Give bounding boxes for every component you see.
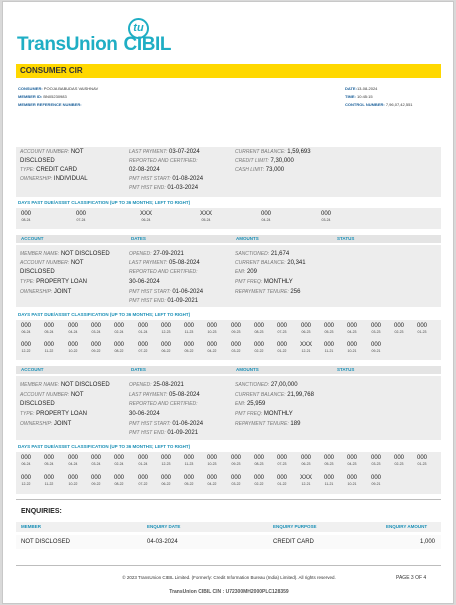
acct2-number-cont: DISCLOSED bbox=[20, 269, 55, 275]
dpd-cell bbox=[63, 323, 83, 334]
dpd-value: 000 bbox=[346, 455, 357, 461]
acct3-freq: PMT FREQ: MONTHLY bbox=[235, 411, 293, 417]
member-ref-line: MEMBER REFERENCE NUMBER: bbox=[18, 102, 82, 107]
dpd-month: 11-21 bbox=[324, 349, 334, 353]
dpd-cell bbox=[202, 323, 222, 334]
dpd-value: 000 bbox=[137, 342, 148, 348]
dpd-month: 09-23 bbox=[231, 330, 241, 334]
acct3-type: TYPE: PROPERTY LOAN bbox=[20, 411, 87, 417]
dpd-month: 09-23 bbox=[231, 462, 241, 466]
dpd-month: 10-23 bbox=[207, 330, 217, 334]
dpd-month: 05-24 bbox=[44, 462, 54, 466]
dpd-cell bbox=[179, 475, 199, 486]
acct2-dpd-title: DAYS PAST DUE/ASSET CLASSIFICATION (UP TO 36 MONTHS; LEFT TO RIGHT) bbox=[18, 312, 191, 317]
dpd-cell bbox=[109, 455, 129, 466]
dpd-month: 06-24 bbox=[21, 330, 31, 334]
acct3-balance: CURRENT BALANCE: 21,99,768 bbox=[235, 392, 314, 398]
dpd-cell bbox=[133, 342, 153, 353]
dpd-cell bbox=[412, 455, 432, 466]
date-line: DATE:13-08-2024 bbox=[345, 86, 378, 91]
acct1-number: ACCOUNT NUMBER: NOT bbox=[20, 149, 84, 155]
dpd-cell bbox=[272, 323, 292, 334]
dpd-month: 07-24 bbox=[76, 218, 86, 222]
dpd-value: 000 bbox=[416, 455, 427, 461]
dpd-value: 000 bbox=[276, 455, 287, 461]
dpd-value: 000 bbox=[253, 475, 264, 481]
dpd-month: 12-22 bbox=[21, 482, 31, 486]
dpd-cell bbox=[86, 475, 106, 486]
dpd-month: 11-22 bbox=[44, 349, 54, 353]
dpd-cell bbox=[202, 475, 222, 486]
dpd-month: 04-22 bbox=[207, 482, 217, 486]
dpd-value: 000 bbox=[113, 323, 124, 329]
dpd-cell bbox=[156, 342, 176, 353]
acct1-cash-limit: CASH LIMIT: 73,000 bbox=[235, 167, 285, 173]
dpd-cell bbox=[86, 323, 106, 334]
dpd-month: 03-24 bbox=[91, 462, 101, 466]
dpd-month: 11-23 bbox=[184, 462, 194, 466]
dpd-value: XXX bbox=[199, 211, 212, 217]
dpd-cell bbox=[63, 342, 83, 353]
dpd-cell bbox=[256, 211, 276, 222]
dpd-value: 000 bbox=[90, 323, 101, 329]
dpd-cell bbox=[202, 455, 222, 466]
dpd-value: 000 bbox=[43, 342, 54, 348]
dpd-value: 000 bbox=[253, 455, 264, 461]
dpd-cell bbox=[366, 455, 386, 466]
dpd-cell bbox=[86, 455, 106, 466]
dpd-cell bbox=[272, 342, 292, 353]
acct2-last-payment: LAST PAYMENT: 05-08-2024 bbox=[129, 260, 200, 266]
dpd-month: 11-21 bbox=[324, 482, 334, 486]
acct2-sanctioned: SANCTIONED: 21,674 bbox=[235, 251, 290, 257]
dpd-value: 000 bbox=[113, 455, 124, 461]
acct2-freq: PMT FREQ: MONTHLY bbox=[235, 279, 293, 285]
acct1-dpd-grid bbox=[16, 208, 441, 229]
dpd-cell bbox=[179, 342, 199, 353]
dpd-month: 03-23 bbox=[371, 330, 381, 334]
footer-divider bbox=[16, 565, 441, 566]
dpd-value: 000 bbox=[260, 211, 271, 217]
acct3-number-cont: DISCLOSED bbox=[20, 401, 55, 407]
dpd-value: 000 bbox=[160, 342, 171, 348]
acct2-pmt-start: PMT HIST START: 01-06-2024 bbox=[129, 289, 204, 295]
time-line: TIME: 10:45:15 bbox=[345, 94, 373, 99]
dpd-value: 000 bbox=[416, 323, 427, 329]
dpd-value: 000 bbox=[20, 211, 31, 217]
tu-logo-icon: tu bbox=[128, 18, 149, 39]
dpd-cell bbox=[136, 211, 156, 222]
dpd-cell bbox=[272, 455, 292, 466]
dpd-value: 000 bbox=[370, 342, 381, 348]
acct3-tenure: REPAYMENT TENURE: 189 bbox=[235, 421, 301, 427]
dpd-month: 07-23 bbox=[277, 330, 287, 334]
dpd-value: 000 bbox=[323, 475, 334, 481]
acct3-ownership: OWNERSHIP: JOINT bbox=[20, 421, 72, 427]
acct1-pmt-start: PMT HIST START: 01-08-2024 bbox=[129, 176, 204, 182]
dpd-value: 000 bbox=[370, 455, 381, 461]
acct1-reported-value: 02-08-2024 bbox=[129, 167, 160, 173]
dpd-cell bbox=[319, 323, 339, 334]
dpd-month: 09-22 bbox=[91, 482, 101, 486]
dpd-month: 08-23 bbox=[254, 462, 264, 466]
dpd-cell bbox=[202, 342, 222, 353]
dpd-value: 000 bbox=[230, 475, 241, 481]
dpd-month: 06-22 bbox=[161, 482, 171, 486]
dpd-value: 000 bbox=[276, 475, 287, 481]
dpd-cell bbox=[179, 455, 199, 466]
dpd-value: XXX bbox=[139, 211, 152, 217]
dpd-value: 000 bbox=[276, 323, 287, 329]
dpd-cell bbox=[249, 323, 269, 334]
acct2-balance: CURRENT BALANCE: 20,341 bbox=[235, 260, 306, 266]
dpd-cell bbox=[16, 342, 36, 353]
acct2-tenure: REPAYMENT TENURE: 256 bbox=[235, 289, 301, 295]
dpd-value: 000 bbox=[90, 342, 101, 348]
dpd-value: 000 bbox=[20, 323, 31, 329]
dpd-value: 000 bbox=[320, 211, 331, 217]
acct3-dpd-grid bbox=[16, 452, 441, 494]
dpd-value: 000 bbox=[183, 323, 194, 329]
dpd-cell bbox=[86, 342, 106, 353]
dpd-cell bbox=[316, 211, 336, 222]
dpd-value: 000 bbox=[137, 475, 148, 481]
acct3-opened: OPENED: 25-08-2021 bbox=[129, 382, 184, 388]
dpd-month: 09-21 bbox=[371, 482, 381, 486]
dpd-cell bbox=[296, 475, 316, 486]
dpd-value: 000 bbox=[160, 475, 171, 481]
dpd-month: 07-22 bbox=[138, 482, 148, 486]
dpd-cell bbox=[249, 475, 269, 486]
dpd-month: 08-22 bbox=[114, 349, 124, 353]
dpd-cell bbox=[16, 323, 36, 334]
acct1-reported-label: REPORTED AND CERTIFIED: bbox=[129, 158, 198, 164]
dpd-cell bbox=[366, 475, 386, 486]
dpd-cell bbox=[156, 455, 176, 466]
dpd-value: 000 bbox=[230, 455, 241, 461]
dpd-cell bbox=[71, 211, 91, 222]
dpd-cell bbox=[133, 323, 153, 334]
dpd-month: 05-22 bbox=[184, 482, 194, 486]
dpd-value: 000 bbox=[43, 323, 54, 329]
dpd-cell bbox=[296, 455, 316, 466]
dpd-month: 01-23 bbox=[417, 330, 427, 334]
dpd-cell bbox=[156, 323, 176, 334]
acct2-type: TYPE: PROPERTY LOAN bbox=[20, 279, 87, 285]
acct1-credit-limit: CREDIT LIMIT: 7,30,000 bbox=[235, 158, 294, 164]
dpd-value: 000 bbox=[276, 342, 287, 348]
dpd-month: 05-24 bbox=[201, 218, 211, 222]
report-title: CONSUMER CIR bbox=[16, 64, 441, 78]
dpd-cell bbox=[39, 323, 59, 334]
dpd-month: 02-23 bbox=[394, 462, 404, 466]
dpd-value: XXX bbox=[299, 475, 312, 481]
dpd-value: 000 bbox=[183, 455, 194, 461]
dpd-month: 06-24 bbox=[21, 462, 31, 466]
dpd-value: 000 bbox=[393, 323, 404, 329]
acct3-last-payment: LAST PAYMENT: 05-08-2024 bbox=[129, 392, 200, 398]
dpd-month: 02-22 bbox=[254, 482, 264, 486]
dpd-cell bbox=[296, 323, 316, 334]
dpd-value: 000 bbox=[137, 455, 148, 461]
acct3-reported-value: 30-06-2024 bbox=[129, 411, 160, 417]
dpd-cell bbox=[342, 475, 362, 486]
dpd-cell bbox=[342, 455, 362, 466]
dpd-value: 000 bbox=[230, 323, 241, 329]
dpd-value: 000 bbox=[346, 475, 357, 481]
dpd-value: 000 bbox=[323, 323, 334, 329]
dpd-cell bbox=[249, 342, 269, 353]
dpd-cell bbox=[156, 475, 176, 486]
dpd-value: 000 bbox=[206, 323, 217, 329]
enquiries-title: ENQUIRIES: bbox=[21, 508, 62, 515]
dpd-value: XXX bbox=[299, 342, 312, 348]
acct3-emi: EMI: 25,959 bbox=[235, 401, 266, 407]
dpd-month: 06-22 bbox=[161, 349, 171, 353]
dpd-month: 04-24 bbox=[261, 218, 271, 222]
dpd-cell bbox=[39, 475, 59, 486]
dpd-value: 000 bbox=[20, 342, 31, 348]
dpd-value: 000 bbox=[90, 475, 101, 481]
acct2-header: ACCOUNT DATES AMOUNTS STATUS bbox=[16, 235, 441, 243]
acct2-emi: EMI: 209 bbox=[235, 269, 257, 275]
control-number-line: CONTROL NUMBER: 7,96,07,42,551 bbox=[345, 102, 413, 107]
dpd-cell bbox=[342, 323, 362, 334]
dpd-value: 000 bbox=[67, 323, 78, 329]
consumer-line: CONSUMER: POOJA BABUDAS VAISHNAV bbox=[18, 86, 99, 91]
dpd-month: 03-23 bbox=[371, 462, 381, 466]
acct3-member: MEMBER NAME: NOT DISCLOSED bbox=[20, 382, 110, 388]
dpd-cell bbox=[389, 323, 409, 334]
dpd-month: 03-24 bbox=[321, 218, 331, 222]
dpd-value: 000 bbox=[370, 323, 381, 329]
dpd-cell bbox=[389, 455, 409, 466]
dpd-month: 05-23 bbox=[324, 462, 334, 466]
dpd-month: 07-23 bbox=[277, 462, 287, 466]
dpd-month: 03-22 bbox=[231, 349, 241, 353]
dpd-value: 000 bbox=[206, 455, 217, 461]
dpd-cell bbox=[39, 342, 59, 353]
acct1-number-cont: DISCLOSED bbox=[20, 158, 55, 164]
dpd-cell bbox=[133, 455, 153, 466]
dpd-month: 10-23 bbox=[207, 462, 217, 466]
dpd-cell bbox=[109, 342, 129, 353]
acct3-sanctioned: SANCTIONED: 27,00,000 bbox=[235, 382, 298, 388]
dpd-value: 000 bbox=[323, 455, 334, 461]
dpd-month: 12-23 bbox=[161, 330, 171, 334]
dpd-month: 04-23 bbox=[347, 330, 357, 334]
dpd-month: 09-21 bbox=[371, 349, 381, 353]
dpd-cell bbox=[16, 475, 36, 486]
dpd-value: 000 bbox=[300, 323, 311, 329]
dpd-month: 11-23 bbox=[184, 330, 194, 334]
dpd-month: 04-24 bbox=[68, 462, 78, 466]
dpd-value: 000 bbox=[90, 455, 101, 461]
dpd-month: 12-23 bbox=[161, 462, 171, 466]
dpd-value: 000 bbox=[346, 342, 357, 348]
dpd-month: 01-24 bbox=[138, 462, 148, 466]
dpd-month: 01-22 bbox=[277, 482, 287, 486]
dpd-value: 000 bbox=[230, 342, 241, 348]
acct2-reported-label: REPORTED AND CERTIFIED: bbox=[129, 269, 198, 275]
dpd-month: 08-24 bbox=[21, 218, 31, 222]
acct3-number: ACCOUNT NUMBER: NOT bbox=[20, 392, 84, 398]
dpd-value: 000 bbox=[323, 342, 334, 348]
acct1-last-payment: LAST PAYMENT: 03-07-2024 bbox=[129, 149, 200, 155]
dpd-cell bbox=[16, 455, 36, 466]
dpd-month: 06-23 bbox=[301, 462, 311, 466]
dpd-month: 08-23 bbox=[254, 330, 264, 334]
dpd-value: 000 bbox=[43, 455, 54, 461]
dpd-value: 000 bbox=[206, 475, 217, 481]
report-page bbox=[2, 1, 454, 604]
acct3-dpd-title: DAYS PAST DUE/ASSET CLASSIFICATION (UP TO 36 MONTHS; LEFT TO RIGHT) bbox=[18, 444, 191, 449]
dpd-month: 12-21 bbox=[301, 349, 311, 353]
dpd-cell bbox=[63, 475, 83, 486]
dpd-value: 000 bbox=[370, 475, 381, 481]
dpd-month: 11-22 bbox=[44, 482, 54, 486]
acct3-reported-label: REPORTED AND CERTIFIED: bbox=[129, 401, 198, 407]
dpd-cell bbox=[366, 323, 386, 334]
dpd-cell bbox=[319, 475, 339, 486]
dpd-value: 000 bbox=[183, 475, 194, 481]
dpd-month: 10-22 bbox=[68, 349, 78, 353]
acct2-reported-value: 30-06-2024 bbox=[129, 279, 160, 285]
dpd-month: 08-22 bbox=[114, 482, 124, 486]
dpd-value: 000 bbox=[75, 211, 86, 217]
divider bbox=[16, 499, 441, 500]
dpd-value: 000 bbox=[67, 342, 78, 348]
brand-name: TransUnion CIBIL bbox=[17, 34, 172, 55]
dpd-month: 02-24 bbox=[114, 330, 124, 334]
dpd-month: 06-23 bbox=[301, 330, 311, 334]
dpd-value: 000 bbox=[346, 323, 357, 329]
acct1-balance: CURRENT BALANCE: 1,59,693 bbox=[235, 149, 311, 155]
acct1-type: TYPE: CREDIT CARD bbox=[20, 167, 78, 173]
dpd-cell bbox=[319, 455, 339, 466]
dpd-month: 05-24 bbox=[44, 330, 54, 334]
dpd-value: 000 bbox=[206, 342, 217, 348]
dpd-cell bbox=[133, 475, 153, 486]
dpd-month: 10-22 bbox=[68, 482, 78, 486]
dpd-month: 10-21 bbox=[347, 482, 357, 486]
acct1-ownership: OWNERSHIP: INDIVIDUAL bbox=[20, 176, 88, 182]
dpd-value: 000 bbox=[393, 455, 404, 461]
acct1-dpd-title: DAYS PAST DUE/ASSET CLASSIFICATION (UP TO 36 MONTHS; LEFT TO RIGHT) bbox=[18, 200, 191, 205]
dpd-month: 04-23 bbox=[347, 462, 357, 466]
dpd-cell bbox=[16, 211, 36, 222]
dpd-month: 04-22 bbox=[207, 349, 217, 353]
acct2-opened: OPENED: 27-09-2021 bbox=[129, 251, 184, 257]
dpd-value: 000 bbox=[67, 455, 78, 461]
dpd-value: 000 bbox=[20, 455, 31, 461]
dpd-value: 000 bbox=[160, 455, 171, 461]
dpd-cell bbox=[296, 342, 316, 353]
dpd-month: 10-21 bbox=[347, 349, 357, 353]
dpd-month: 07-22 bbox=[138, 349, 148, 353]
dpd-month: 01-24 bbox=[138, 330, 148, 334]
dpd-month: 01-22 bbox=[277, 349, 287, 353]
dpd-value: 000 bbox=[137, 323, 148, 329]
dpd-cell bbox=[412, 323, 432, 334]
enquiries-header: MEMBER ENQUIRY DATE ENQUIRY PURPOSE ENQUIRY AMOUNT bbox=[16, 522, 441, 532]
dpd-month: 02-24 bbox=[114, 462, 124, 466]
dpd-month: 01-23 bbox=[417, 462, 427, 466]
dpd-value: 000 bbox=[183, 342, 194, 348]
dpd-month: 12-21 bbox=[301, 482, 311, 486]
dpd-month: 09-22 bbox=[91, 349, 101, 353]
acct2-dpd-grid bbox=[16, 320, 441, 360]
dpd-value: 000 bbox=[113, 475, 124, 481]
dpd-value: 000 bbox=[253, 323, 264, 329]
dpd-value: 000 bbox=[67, 475, 78, 481]
dpd-month: 03-22 bbox=[231, 482, 241, 486]
member-id-line: MEMBER ID: BN05230983 bbox=[18, 94, 67, 99]
dpd-value: 000 bbox=[20, 475, 31, 481]
enquiry-row: NOT DISCLOSED 04-03-2024 CREDIT CARD 1,000 bbox=[16, 535, 441, 549]
acct2-member: MEMBER NAME: NOT DISCLOSED bbox=[20, 251, 110, 257]
dpd-value: 000 bbox=[253, 342, 264, 348]
dpd-cell bbox=[226, 323, 246, 334]
dpd-value: 000 bbox=[160, 323, 171, 329]
dpd-cell bbox=[249, 455, 269, 466]
dpd-month: 02-22 bbox=[254, 349, 264, 353]
dpd-cell bbox=[226, 475, 246, 486]
acct1-pmt-end: PMT HIST END: 01-03-2024 bbox=[129, 185, 199, 191]
dpd-cell bbox=[39, 455, 59, 466]
dpd-cell bbox=[272, 475, 292, 486]
dpd-cell bbox=[342, 342, 362, 353]
dpd-cell bbox=[319, 342, 339, 353]
acct3-header: ACCOUNT DATES AMOUNTS STATUS bbox=[16, 366, 441, 374]
dpd-month: 05-22 bbox=[184, 349, 194, 353]
acct2-number: ACCOUNT NUMBER: NOT bbox=[20, 260, 84, 266]
dpd-value: 000 bbox=[113, 342, 124, 348]
dpd-month: 06-24 bbox=[141, 218, 151, 222]
dpd-cell bbox=[366, 342, 386, 353]
page-number: PAGE 3 OF 4 bbox=[396, 575, 427, 581]
acct2-pmt-end: PMT HIST END: 01-09-2021 bbox=[129, 298, 199, 304]
copyright-text: © 2023 TransUnion CIBIL Limited. (Formerly: Credit Information Bureau (India) Limited). All rights reserved. bbox=[122, 575, 336, 580]
acct3-pmt-start: PMT HIST START: 01-06-2024 bbox=[129, 421, 204, 427]
acct3-pmt-end: PMT HIST END: 01-09-2021 bbox=[129, 430, 199, 436]
dpd-month: 12-22 bbox=[21, 349, 31, 353]
dpd-cell bbox=[109, 323, 129, 334]
dpd-month: 02-23 bbox=[394, 330, 404, 334]
dpd-cell bbox=[196, 211, 216, 222]
dpd-cell bbox=[179, 323, 199, 334]
dpd-cell bbox=[63, 455, 83, 466]
dpd-month: 05-23 bbox=[324, 330, 334, 334]
dpd-cell bbox=[226, 342, 246, 353]
cin-text: TransUnion CIBIL CIN : U72300MH2000PLC128359 bbox=[169, 589, 289, 595]
dpd-value: 000 bbox=[300, 455, 311, 461]
dpd-cell bbox=[109, 475, 129, 486]
acct2-ownership: OWNERSHIP: JOINT bbox=[20, 289, 72, 295]
dpd-month: 03-24 bbox=[91, 330, 101, 334]
dpd-month: 04-24 bbox=[68, 330, 78, 334]
dpd-value: 000 bbox=[43, 475, 54, 481]
dpd-cell bbox=[226, 455, 246, 466]
